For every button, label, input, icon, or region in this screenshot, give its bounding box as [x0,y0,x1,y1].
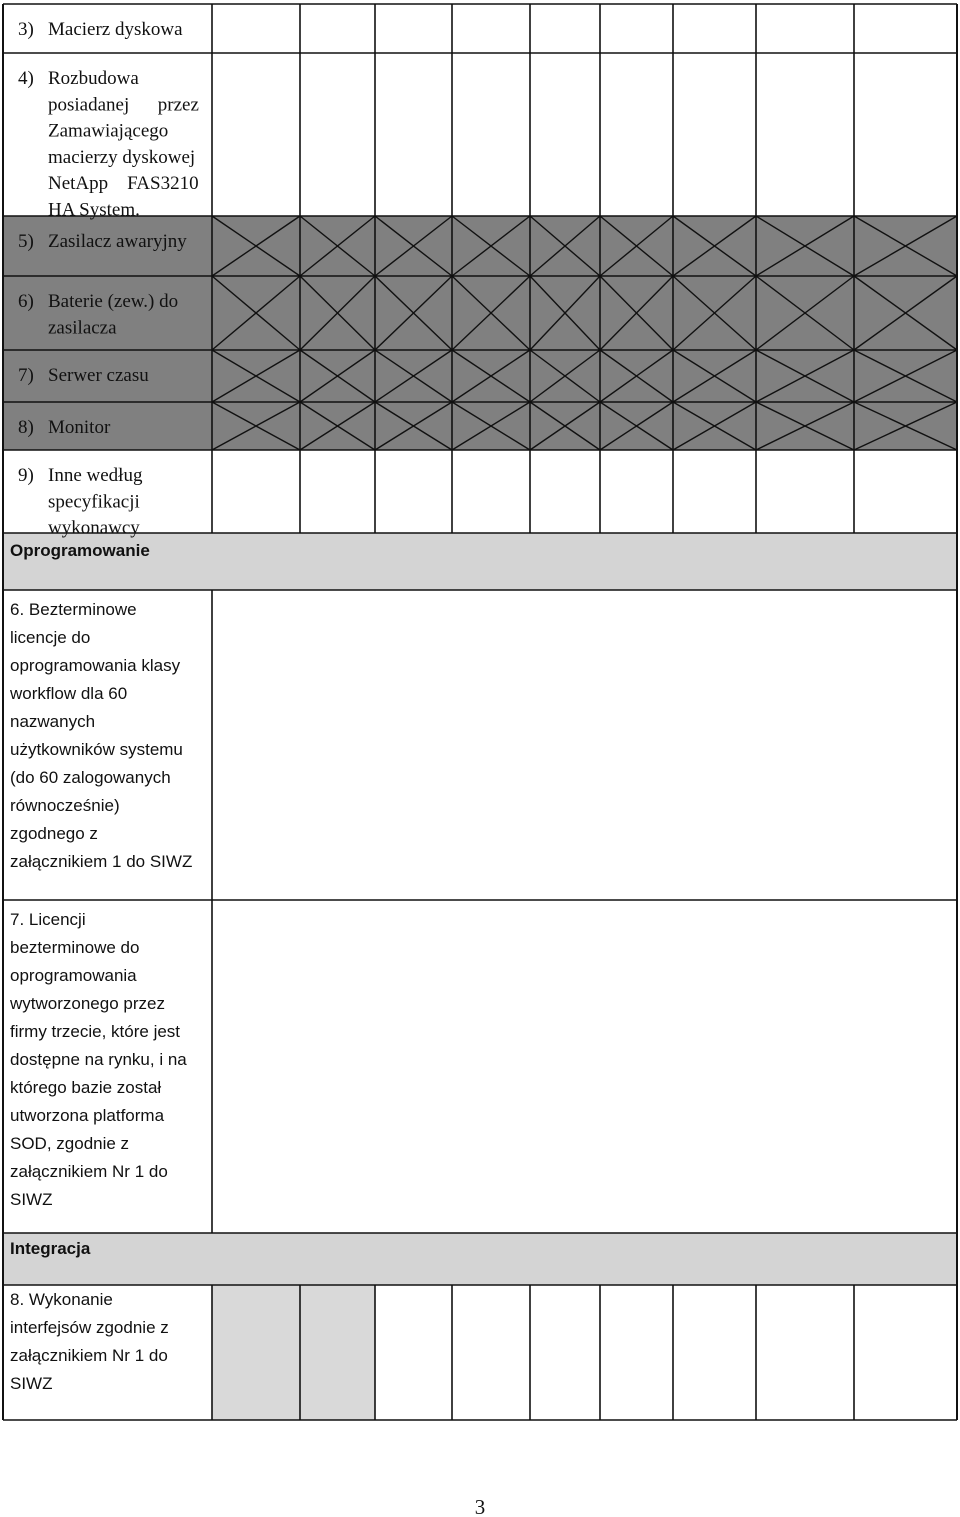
software-row-line: SIWZ [10,1190,53,1209]
software-row-line: wytworzonego przez [10,994,165,1013]
row-label-line: Zamawiającego [48,120,169,142]
software-row-line: załącznikiem 1 do SIWZ [10,852,193,871]
integration-row-line: załącznikiem Nr 1 do [10,1346,168,1365]
table-grid [3,4,957,1420]
software-row-line: zgodnego z [10,824,98,843]
row-label-line: macierzy dyskowej [48,146,196,168]
cell-fills [3,216,957,1420]
software-row-line: oprogramowania klasy [10,656,181,675]
row-label-line: zasilacza [48,317,117,339]
integration-row-line: SIWZ [10,1374,53,1393]
row-label-line: Zasilacz awaryjny [48,231,187,252]
section-title-software: Oprogramowanie [10,541,150,560]
software-row-line: workflow dla 60 [10,684,128,703]
software-row-line: (do 60 zalogowanych [10,768,171,787]
row-label-line: Inne według [48,465,143,486]
software-row-line: firmy trzecie, które jest [10,1022,181,1041]
software-row-line: nazwanych [10,712,96,731]
row-number: 7) [18,365,34,386]
row-label-line: wykonawcy [48,517,140,539]
row-label-line: Rozbudowa [48,68,139,89]
software-row-line: użytkowników systemu [10,740,183,759]
row-number: 8) [18,417,34,438]
crossed-row-fill [3,402,957,450]
row-label-line: Macierz dyskowa [48,19,183,40]
page-number: 3 [474,1495,486,1517]
row-label-line: Serwer czasu [48,365,149,386]
software-row-line: 6. Bezterminowe [10,600,137,619]
row-label-line: Monitor [48,417,111,438]
software-row-line: utworzona platforma [10,1106,165,1125]
section-band-integration [3,1233,957,1285]
row-label-line: NetApp FAS3210 [48,173,199,195]
row-number: 5) [18,231,34,252]
integration-row-line: interfejsów zgodnie z [10,1318,169,1337]
shaded-cell [212,1285,375,1420]
software-row-line: dostępne na rynku, i na [10,1050,187,1069]
row-number: 6) [18,291,34,312]
row-label-line: HA System. [48,199,140,221]
software-row-line: równocześnie) [10,796,120,815]
software-row-line: załącznikiem Nr 1 do [10,1162,168,1181]
row-label-line: Baterie (zew.) do [48,291,179,312]
row-number: 9) [18,465,34,486]
row-number: 4) [18,68,34,89]
row-label-line: posiadanej przez [48,94,199,116]
software-row-line: oprogramowania [10,966,137,985]
crossed-row-fill [3,276,957,350]
row-label-line: specyfikacji [48,491,140,513]
section-title-integration: Integracja [10,1239,91,1258]
integration-row-line: 8. Wykonanie [10,1290,113,1309]
row-number: 3) [18,19,34,40]
software-row-line: bezterminowe do [10,938,140,957]
software-row-line: którego bazie został [10,1078,162,1097]
software-row-line: licencje do [10,628,91,647]
software-row-line: 7. Licencji [10,910,86,929]
software-row-line: SOD, zgodnie z [10,1134,130,1153]
